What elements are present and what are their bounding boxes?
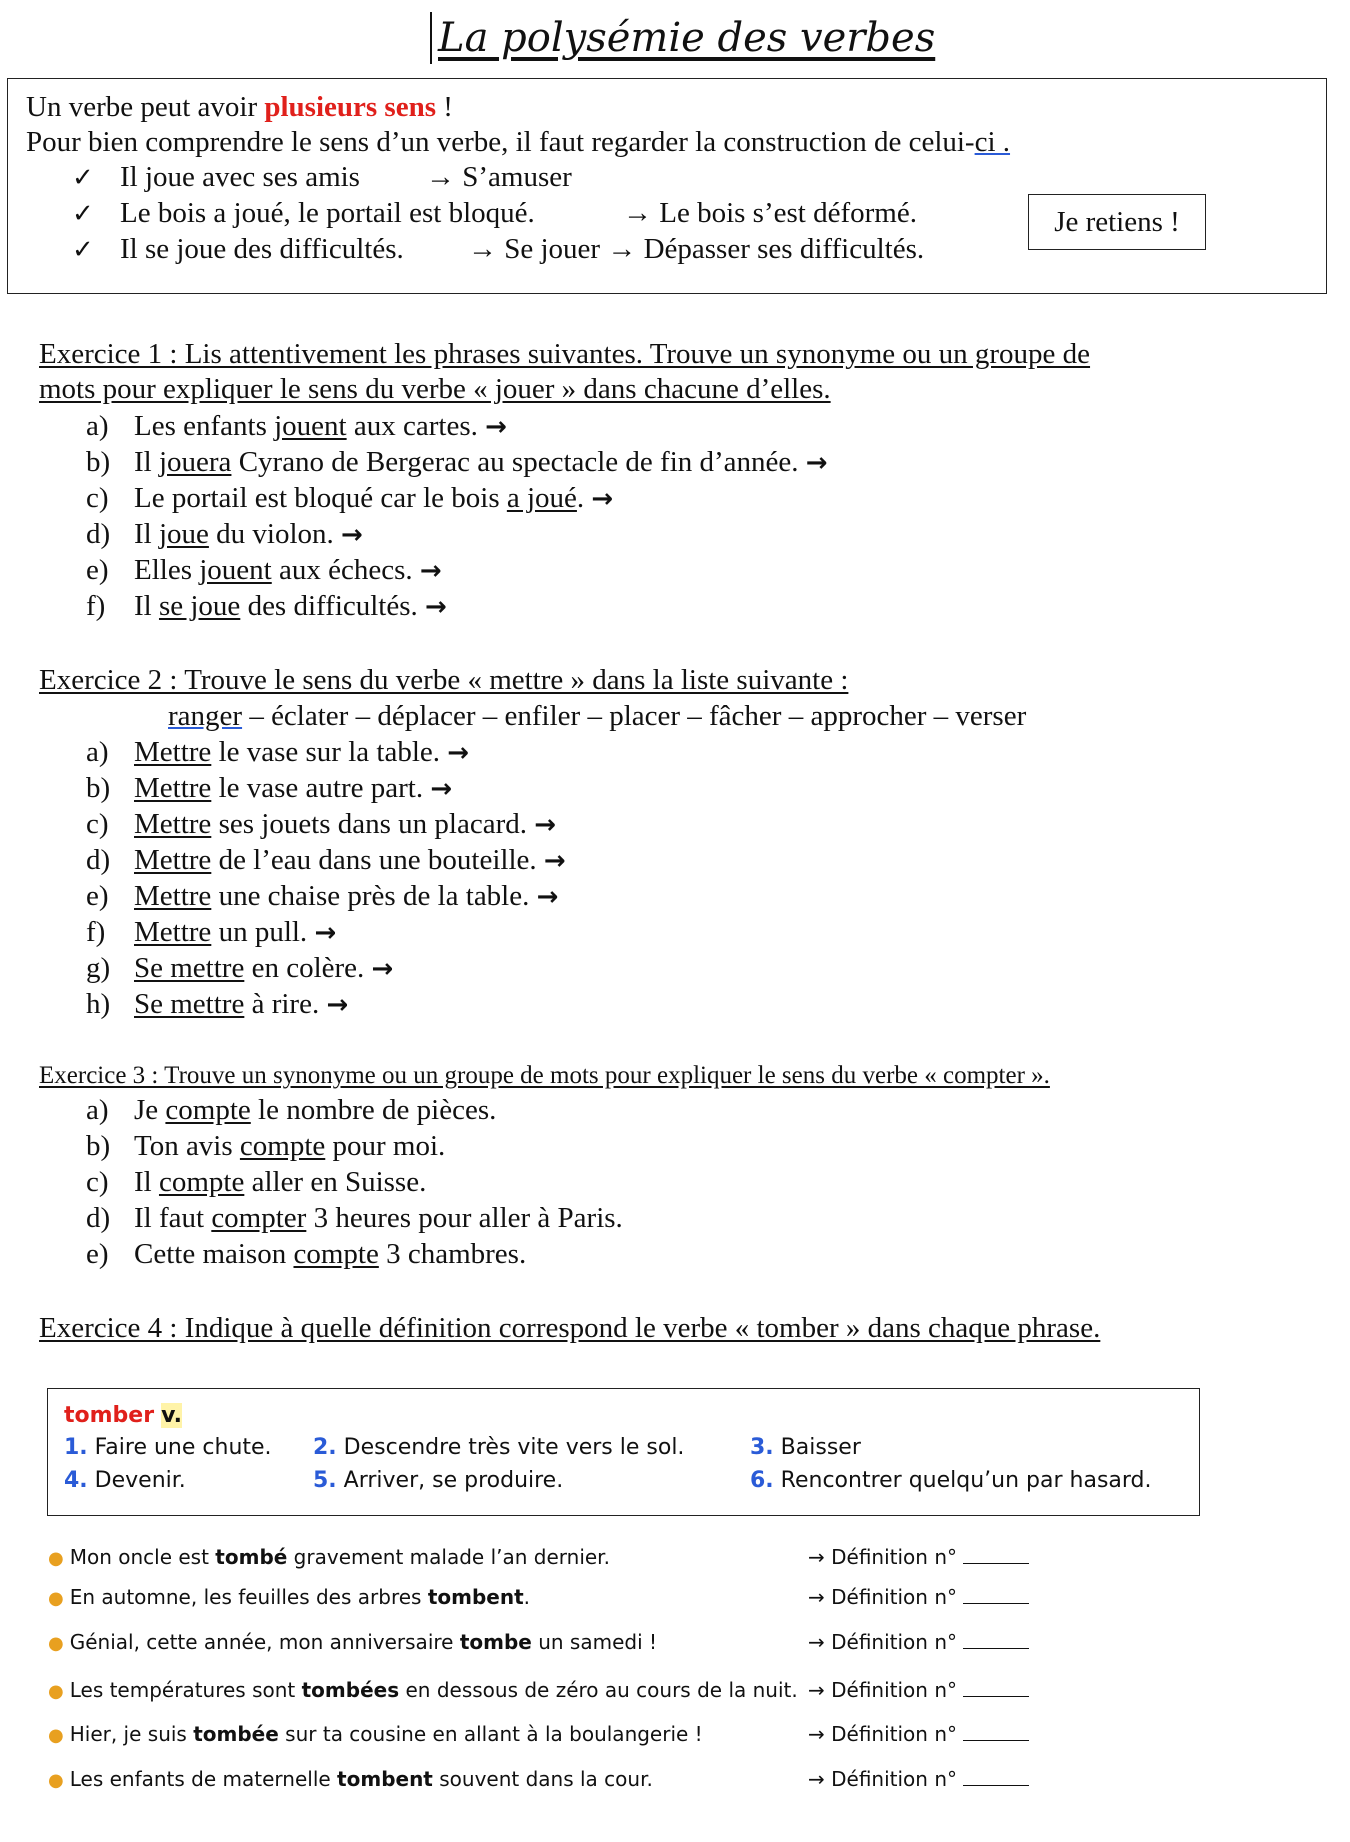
exercise-4-sentence: ● Les enfants de maternelle tombent souvent dans la cour.: [48, 1767, 653, 1791]
arrow-right-icon: →: [314, 918, 337, 948]
arrow-right-icon: →: [430, 774, 453, 804]
exercise-1-title-line-2: mots pour expliquer le sens du verbe « jouer » dans chacune d’elles.: [39, 373, 831, 405]
answer-blank[interactable]: [963, 1740, 1029, 1741]
definition-answer: → Définition n°: [808, 1767, 1029, 1791]
exercise-2-word-list: ranger – éclater – déplacer – enfiler – placer – fâcher – approcher – verser: [168, 700, 1027, 732]
check-icon: ✓: [72, 163, 94, 193]
definition-answer: → Définition n°: [808, 1545, 1029, 1569]
rule-explanation: Pour bien comprendre le sens d’un verbe, il faut regarder la construction de celui-ci .: [26, 126, 1011, 158]
bullet-icon: ●: [48, 1588, 64, 1609]
arrow-right-icon: →: [591, 484, 614, 514]
definition-3: 3. Baisser: [750, 1435, 861, 1460]
arrow-right-icon: →: [536, 882, 559, 912]
highlight-plusieurs-sens: plusieurs sens: [264, 91, 436, 123]
exercise-2-item: e) Mettre une chaise près de la table. →: [86, 880, 559, 912]
page-title: La polysémie des verbes: [430, 12, 935, 64]
exercise-3-item: c) Il compte aller en Suisse.: [86, 1166, 427, 1198]
definition-6: 6. Rencontrer quelqu’un par hasard.: [750, 1468, 1152, 1493]
bullet-icon: ●: [48, 1681, 64, 1702]
exercise-3-item: b) Ton avis compte pour moi.: [86, 1130, 446, 1162]
exercise-1-item: c) Le portail est bloqué car le bois a joué. →: [86, 482, 614, 514]
exercise-1-item: d) Il joue du violon. →: [86, 518, 363, 550]
exercise-3-item: e) Cette maison compte 3 chambres.: [86, 1238, 527, 1270]
exercise-2-title: Exercice 2 : Trouve le sens du verbe « mettre » dans la liste suivante :: [39, 664, 849, 696]
definition-4: 4. Devenir.: [64, 1468, 186, 1493]
arrow-right-icon: →: [543, 846, 566, 876]
check-icon: ✓: [72, 199, 94, 229]
definition-answer: → Définition n°: [808, 1678, 1029, 1702]
arrow-right-icon: →: [447, 738, 470, 768]
answer-blank[interactable]: [963, 1648, 1029, 1649]
dictionary-entry-box: [47, 1388, 1200, 1516]
exercise-4-sentence: ● Mon oncle est tombé gravement malade l’an dernier.: [48, 1545, 610, 1569]
exercise-2-item: c) Mettre ses jouets dans un placard. →: [86, 808, 557, 840]
exercise-1-item: b) Il jouera Cyrano de Bergerac au spectacle de fin d’année. →: [86, 446, 828, 478]
bullet-icon: ●: [48, 1770, 64, 1791]
exercise-3-item: d) Il faut compter 3 heures pour aller à Paris.: [86, 1202, 623, 1234]
rule-example-2: Le bois a joué, le portail est bloqué.: [120, 197, 535, 229]
rule-intro: Un verbe peut avoir plusieurs sens !: [26, 91, 453, 123]
answer-blank[interactable]: [963, 1785, 1029, 1786]
rule-result-2: → Le bois s’est déformé.: [623, 197, 917, 229]
je-retiens-badge: Je retiens !: [1028, 194, 1206, 250]
definition-5: 5. Arriver, se produire.: [313, 1468, 564, 1493]
arrow-right-icon: →: [805, 448, 828, 478]
answer-blank[interactable]: [963, 1563, 1029, 1564]
bullet-icon: ●: [48, 1725, 64, 1746]
arrow-right-icon: →: [425, 592, 447, 622]
answer-blank[interactable]: [963, 1603, 1029, 1604]
definition-2: 2. Descendre très vite vers le sol.: [313, 1435, 685, 1460]
exercise-3-item: a) Je compte le nombre de pièces.: [86, 1094, 497, 1126]
arrow-right-icon: →: [485, 412, 507, 442]
definition-answer: → Définition n°: [808, 1630, 1029, 1654]
definition-answer: → Définition n°: [808, 1585, 1029, 1609]
rule-box: [7, 78, 1327, 294]
exercise-4-sentence: ● Hier, je suis tombée sur ta cousine en allant à la boulangerie !: [48, 1722, 703, 1746]
exercise-2-item: a) Mettre le vase sur la table. →: [86, 736, 470, 768]
arrow-right-icon: →: [341, 520, 363, 550]
definition-answer: → Définition n°: [808, 1722, 1029, 1746]
arrow-right-icon: →: [534, 810, 557, 840]
arrow-right-icon: →: [326, 990, 349, 1020]
arrow-right-icon: →: [371, 954, 394, 984]
exercise-4-sentence: ● Génial, cette année, mon anniversaire tombe un samedi !: [48, 1630, 658, 1654]
exercise-2-item: d) Mettre de l’eau dans une bouteille. →: [86, 844, 566, 876]
rule-example-1: Il joue avec ses amis: [120, 161, 360, 193]
check-icon: ✓: [72, 235, 94, 265]
rule-result-1: → S’amuser: [426, 161, 572, 193]
exercise-2-item: g) Se mettre en colère. →: [86, 952, 394, 984]
exercise-4-title: Exercice 4 : Indique à quelle définition correspond le verbe « tomber » dans chaque phrase.: [39, 1312, 1101, 1344]
exercise-4-sentence: ● Les températures sont tombées en dessous de zéro au cours de la nuit.: [48, 1678, 798, 1702]
dictionary-headword: tomber v.: [64, 1403, 182, 1428]
definition-1: 1. Faire une chute.: [64, 1435, 272, 1460]
exercise-2-item: h) Se mettre à rire. →: [86, 988, 349, 1020]
rule-result-3: → Se jouer → Dépasser ses difficultés.: [468, 233, 925, 265]
exercise-1-item: f) Il se joue des difficultés. →: [86, 590, 447, 622]
rule-example-3: Il se joue des difficultés.: [120, 233, 404, 265]
answer-blank[interactable]: [963, 1696, 1029, 1697]
exercise-1-item: e) Elles jouent aux échecs. →: [86, 554, 442, 586]
exercise-1-item: a) Les enfants jouent aux cartes. →: [86, 410, 507, 442]
exercise-2-item: b) Mettre le vase autre part. →: [86, 772, 453, 804]
bullet-icon: ●: [48, 1548, 64, 1569]
exercise-4-sentence: ● En automne, les feuilles des arbres tombent.: [48, 1585, 530, 1609]
bullet-icon: ●: [48, 1633, 64, 1654]
exercise-3-title: Exercice 3 : Trouve un synonyme ou un groupe de mots pour expliquer le sens du verbe « compter ».: [39, 1062, 1050, 1089]
exercise-2-item: f) Mettre un pull. →: [86, 916, 337, 948]
arrow-right-icon: →: [419, 556, 442, 586]
exercise-1-title-line-1: Exercice 1 : Lis attentivement les phrases suivantes. Trouve un synonyme ou un groupe de: [39, 338, 1091, 370]
